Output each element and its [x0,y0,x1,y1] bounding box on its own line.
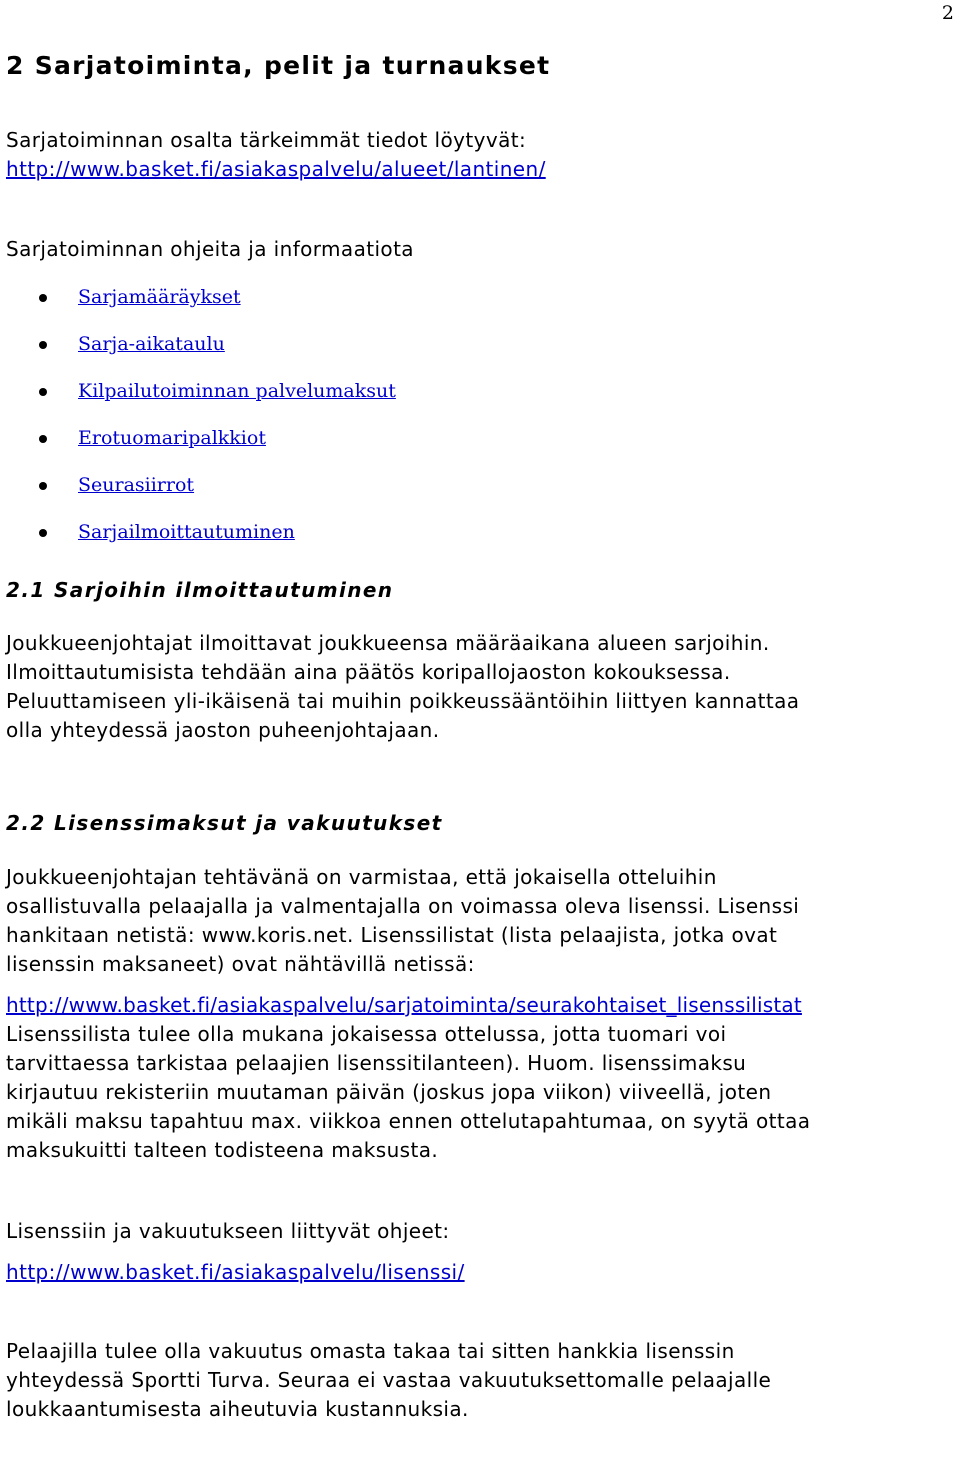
bullet-icon [39,388,47,396]
paragraph-line: Joukkueenjohtajan tehtävänä on varmistaa, että jokaisella otteluihin [6,865,717,889]
erotuomaripalkkiot-link[interactable]: Erotuomaripalkkiot [78,427,266,449]
instructions-label: Lisenssiin ja vakuutukseen liittyvät ohjeet: [6,1219,450,1243]
paragraph-line: osallistuvalla pelaajalla ja valmentajalla on voimassa oleva lisenssi. Lisenssi [6,894,800,918]
paragraph-line: yhteydessä Sportti Turva. Seuraa ei vastaa vakuutuksettomalle pelaajalle [6,1368,772,1392]
paragraph-line: hankitaan netistä: www.koris.net. Lisenssilistat (lista pelaajista, jotka ovat [6,923,778,947]
intro-link-line [6,155,956,184]
chapter-heading: 2 Sarjatoiminta, pelit ja turnaukset [6,51,551,80]
lisenssilistat-link[interactable]: http://www.basket.fi/asiakaspalvelu/sarjatoiminta/seurakohtaiset_lisenssilistat [6,993,802,1017]
guidelines-list [6,274,956,556]
bullet-icon [39,482,47,490]
list-item [6,415,956,462]
section-2-1-body [6,629,956,745]
section-2-2-heading: 2.2 Lisenssimaksut ja vakuutukset [6,811,443,835]
paragraph-line: Pelaajilla tulee olla vakuutus omasta takaa tai sitten hankkia lisenssin [6,1339,735,1363]
bullet-icon [39,435,47,443]
paragraph-line: tarvittaessa tarkistaa pelaajien lisenssitilanteen). Huom. lisenssimaksu [6,1051,747,1075]
instructions-link-line [6,1258,956,1287]
lisenssilistat-link-line [6,991,956,1020]
bullet-icon [39,529,47,537]
paragraph-line: maksukuitti talteen todisteena maksusta. [6,1138,439,1162]
palvelumaksut-link[interactable]: Kilpailutoiminnan palvelumaksut [78,380,396,402]
list-item [6,274,956,321]
paragraph-line: Lisenssilista tulee olla mukana jokaisessa ottelussa, jotta tuomari voi [6,1022,727,1046]
guidelines-title: Sarjatoiminnan ohjeita ja informaatiota [6,237,414,261]
section-2-2-body [6,863,956,1424]
sarja-aikataulu-link[interactable]: Sarja-aikataulu [78,333,225,355]
document-body [6,48,956,1424]
list-item [6,462,956,509]
paragraph-line: Peluuttamiseen yli-ikäisenä tai muihin poikkeussääntöihin liittyen kannattaa [6,689,800,713]
lantinen-link[interactable]: http://www.basket.fi/asiakaspalvelu/alueet/lantinen/ [6,157,546,181]
paragraph-line: olla yhteydessä jaoston puheenjohtajaan. [6,718,440,742]
paragraph-line: mikäli maksu tapahtuu max. viikkoa ennen ottelutapahtumaa, on syytä ottaa [6,1109,811,1133]
lisenssi-link[interactable]: http://www.basket.fi/asiakaspalvelu/lisenssi/ [6,1260,465,1284]
intro-text: Sarjatoiminnan osalta tärkeimmät tiedot löytyvät: [6,128,527,152]
paragraph-line: kirjautuu rekisteriin muutaman päivän (joskus jopa viikon) viiveellä, joten [6,1080,772,1104]
page-number: 2 [941,2,954,24]
sarjailmoittautuminen-link[interactable]: Sarjailmoittautuminen [78,521,295,543]
bullet-icon [39,341,47,349]
paragraph-line: Joukkueenjohtajat ilmoittavat joukkueensa määräaikana alueen sarjoihin. [6,631,770,655]
paragraph-line: loukkaantumisesta aiheutuvia kustannuksia. [6,1397,469,1421]
list-item [6,509,956,556]
seurasiirrot-link[interactable]: Seurasiirrot [78,474,195,496]
paragraph-line: lisenssin maksaneet) ovat nähtävillä netissä: [6,952,475,976]
bullet-icon [39,294,47,302]
list-item [6,368,956,415]
list-item [6,321,956,368]
sarjamaaraykset-link[interactable]: Sarjamääräykset [78,286,241,308]
paragraph-line: Ilmoittautumisista tehdään aina päätös koripallojaoston kokouksessa. [6,660,731,684]
section-2-1-heading: 2.1 Sarjoihin ilmoittautuminen [6,578,394,602]
